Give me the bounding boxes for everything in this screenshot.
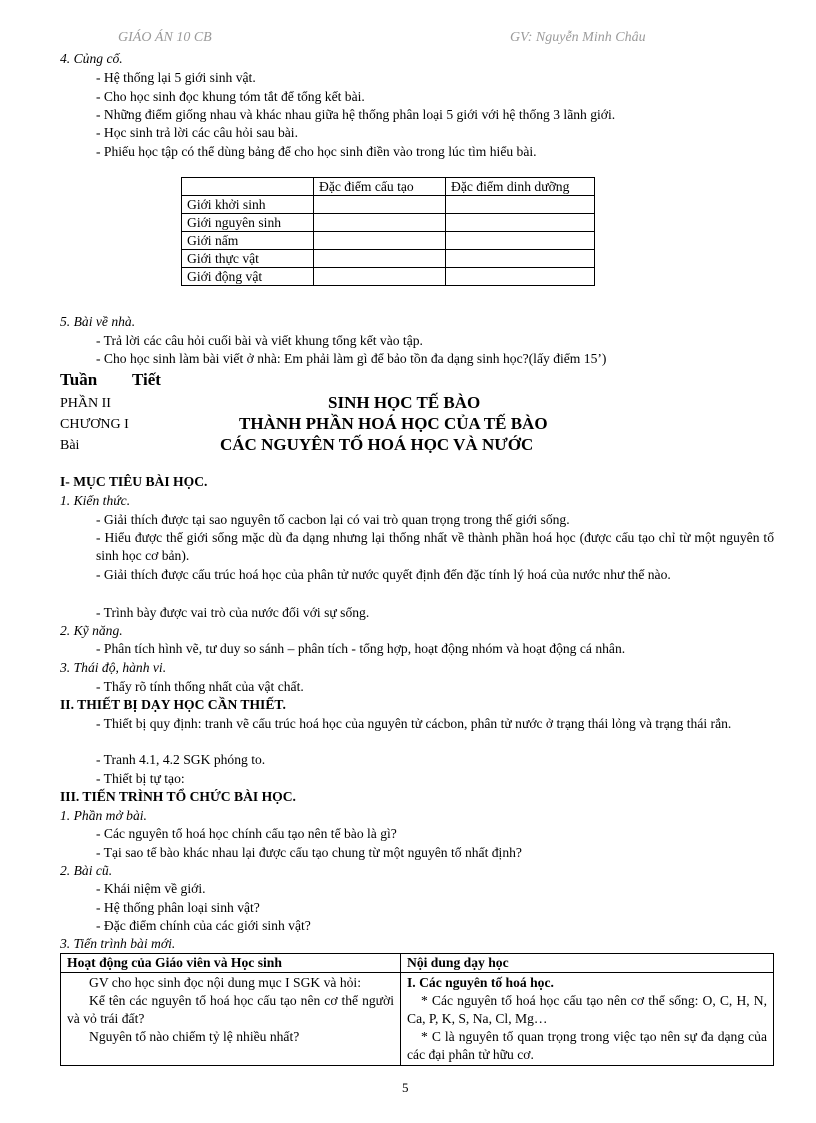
cungco-heading: 4. Củng cố. — [60, 51, 123, 66]
bai-label: Bài — [60, 438, 80, 453]
teacher-activity: Kể tên các nguyên tố hoá học cấu tạo nên cơ thể người và vỏ trái đất? — [67, 993, 394, 1026]
cungco-item: - Phiếu học tập có thể dùng bảng để cho học sinh điền vào trong lúc tìm hiểu bài. — [96, 144, 537, 159]
teacher-activity: Nguyên tố nào chiếm tỷ lệ nhiều nhất? — [89, 1029, 300, 1044]
subsection-heading: 2. Bài cũ. — [60, 863, 113, 878]
table-header: Nội dung dạy học — [401, 954, 774, 973]
table-cell — [446, 268, 595, 286]
content-item: * C là nguyên tố quan trọng trong việc tạo nên sự đa dạng của các đại phân tử hữu cơ. — [407, 1029, 767, 1062]
paragraph: - Hệ thống phân loại sinh vật? — [96, 900, 260, 915]
chuong-label: CHƯƠNG I — [60, 417, 129, 432]
table-cell: Giới nguyên sinh — [182, 214, 314, 232]
tiet-label: Tiết — [132, 370, 161, 389]
table-row — [61, 954, 774, 973]
phan-title: SINH HỌC TẾ BÀO — [328, 393, 481, 412]
paragraph-text: - Hiểu được thế giới sống mặc dù đa dạng nhưng lại thống nhất về thành phần hoá học (được cấu tạo chỉ từ một nguyên tố sinh học cơ bản). — [96, 530, 774, 563]
subsection-heading: 2. Kỹ năng. — [60, 623, 123, 638]
header-left: GIÁO ÁN 10 CB — [118, 30, 212, 45]
paragraph-text: - Thiết bị quy định: tranh vẽ cấu trúc hoá học của nguyên tử cácbon, phân tử nước ở trạng thái lỏng và trạng thái rắn. — [96, 716, 732, 731]
content-heading: I. Các nguyên tố hoá học. — [407, 975, 554, 990]
paragraph: - Giải thích được tại sao nguyên tố cacbon lại có vai trò quan trọng trong thế giới sống. — [96, 512, 570, 527]
section-heading: III. TIẾN TRÌNH TỔ CHỨC BÀI HỌC. — [60, 789, 296, 804]
section-heading: I- MỤC TIÊU BÀI HỌC. — [60, 474, 208, 489]
cungco-item: - Những điểm giống nhau và khác nhau giữa hệ thống phân loại 5 giới với hệ thống 3 lãnh giới. — [96, 107, 616, 122]
table-header: Đặc điểm cấu tạo — [314, 178, 446, 196]
table-cell — [446, 250, 595, 268]
header-right: GV: Nguyễn Minh Châu — [510, 30, 646, 45]
table-row — [182, 178, 595, 196]
paragraph: - Khái niệm về giới. — [96, 881, 206, 896]
cungco-item: - Học sinh trả lời các câu hỏi sau bài. — [96, 125, 298, 140]
baive-heading: 5. Bài về nhà. — [60, 314, 136, 329]
table-cell — [446, 232, 595, 250]
paragraph: - Thấy rõ tính thống nhất của vật chất. — [96, 679, 304, 694]
paragraph: - Đặc điểm chính của các giới sinh vật? — [96, 918, 311, 933]
subsection-heading: 3. Tiến trình bài mới. — [60, 936, 176, 951]
table-row — [182, 268, 595, 286]
table-cell: Giới khởi sinh — [182, 196, 314, 214]
page-number: 5 — [402, 1080, 409, 1095]
table-cell — [314, 268, 446, 286]
cungco-item: - Hệ thống lại 5 giới sinh vật. — [96, 70, 256, 85]
paragraph: - Tranh 4.1, 4.2 SGK phóng to. — [96, 752, 266, 767]
table-header: Hoạt động của Giáo viên và Học sinh — [61, 954, 401, 973]
teacher-activity: GV cho học sinh đọc nội dung mục I SGK và hỏi: — [89, 975, 361, 990]
table-row — [182, 196, 595, 214]
table-cell — [61, 973, 401, 1066]
table-cell: Giới thực vật — [182, 250, 314, 268]
baive-item: - Cho học sinh làm bài viết ở nhà: Em phải làm gì để bảo tồn đa dạng sinh học?(lấy điểm 15’) — [96, 351, 607, 366]
paragraph: - Trình bày được vai trò của nước đối với sự sống. — [96, 605, 370, 620]
table-cell — [401, 973, 774, 1066]
table-row — [182, 214, 595, 232]
paragraph: - Thiết bị tự tạo: — [96, 771, 185, 786]
table-cell: Giới nấm — [182, 232, 314, 250]
table-row — [61, 973, 774, 1066]
table-cell — [446, 214, 595, 232]
paragraph — [60, 715, 774, 733]
baive-item: - Trả lời các câu hỏi cuối bài và viết khung tổng kết vào tập. — [96, 333, 423, 348]
table-header: Đặc điểm dinh dưỡng — [446, 178, 595, 196]
tuan-label: Tuần — [60, 370, 98, 389]
table-cell — [314, 196, 446, 214]
table-cell — [314, 214, 446, 232]
chuong-title: THÀNH PHẦN HOÁ HỌC CỦA TẾ BÀO — [239, 414, 548, 433]
table-cell — [446, 196, 595, 214]
subsection-heading: 1. Phần mở bài. — [60, 808, 147, 823]
subsection-heading: 3. Thái độ, hành vi. — [60, 660, 167, 675]
content-item: * Các nguyên tố hoá học cấu tạo nên cơ thể sống: O, C, H, N, Ca, P, K, S, Na, Cl, Mg… — [407, 993, 767, 1026]
table-cell — [314, 250, 446, 268]
phan-label: PHẦN II — [60, 396, 111, 411]
section-heading: II. THIẾT BỊ DẠY HỌC CẦN THIẾT. — [60, 697, 286, 712]
worksheet-table — [181, 177, 595, 286]
paragraph — [60, 566, 774, 584]
bai-title: CÁC NGUYÊN TỐ HOÁ HỌC VÀ NƯỚC — [220, 435, 534, 454]
paragraph — [60, 529, 774, 565]
table-row — [182, 250, 595, 268]
table-row — [182, 232, 595, 250]
paragraph: - Các nguyên tố hoá học chính cấu tạo nên tế bào là gì? — [96, 826, 397, 841]
subsection-heading: 1. Kiến thức. — [60, 493, 131, 508]
table-cell — [182, 178, 314, 196]
paragraph: - Phân tích hình vẽ, tư duy so sánh – phân tích - tổng hợp, hoạt động nhóm và hoạt động cá nhân. — [96, 641, 626, 656]
table-cell — [314, 232, 446, 250]
table-cell: Giới động vật — [182, 268, 314, 286]
paragraph-text: - Giải thích được cấu trúc hoá học của phân tử nước quyết định đến đặc tính lý hoá của nước như thế nào. — [96, 567, 671, 582]
lesson-table — [60, 953, 774, 1066]
cungco-item: - Cho học sinh đọc khung tóm tắt để tổng kết bài. — [96, 89, 365, 104]
paragraph: - Tại sao tế bào khác nhau lại được cấu tạo chung từ một nguyên tố nhất định? — [96, 845, 522, 860]
